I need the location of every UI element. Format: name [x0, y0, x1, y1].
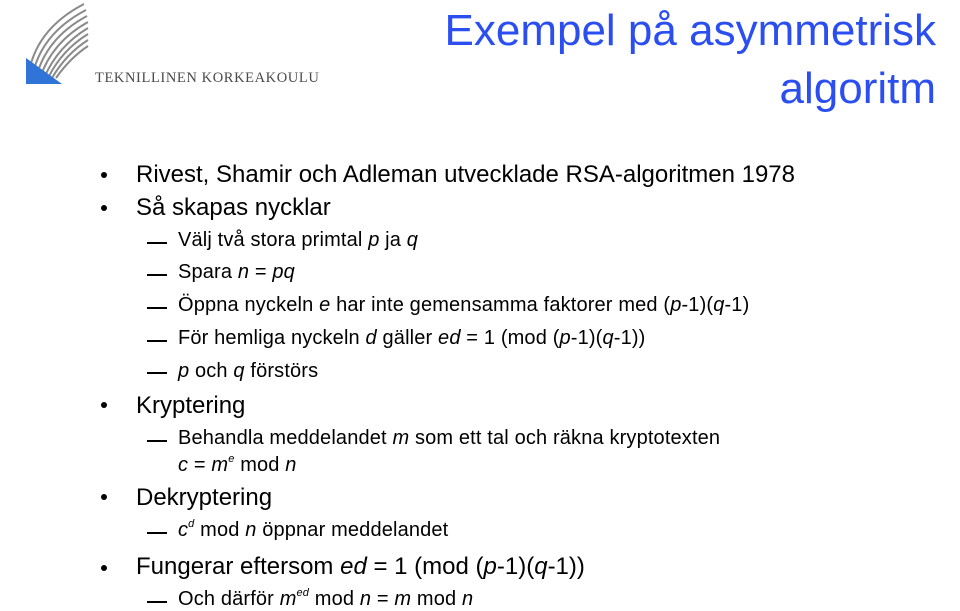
sub-item: $c^d$ mod n öppnar meddelandet	[178, 518, 449, 541]
sub-item: Och därför $m^{ed}$ mod n = m mod n	[178, 587, 474, 610]
dash-icon	[147, 440, 167, 442]
university-logo	[22, 0, 320, 95]
bullet-dot-icon	[101, 565, 107, 571]
bullet-item: Dekryptering	[136, 484, 273, 511]
title-line-2: algoritm	[779, 64, 936, 113]
dash-icon	[147, 340, 167, 342]
dash-icon	[147, 372, 167, 374]
slide-title	[376, 2, 936, 118]
sub-item: För hemliga nyckeln d gäller ed = 1 (mod (p-1)(q-1))	[178, 327, 646, 349]
bullet-dot-icon	[101, 172, 107, 178]
university-logo-icon	[22, 0, 92, 90]
bullet-item: Så skapas nycklar	[136, 194, 331, 221]
bullet-dot-icon	[101, 402, 107, 408]
sub-item: p och q förstörs	[178, 360, 319, 382]
dash-icon	[147, 601, 167, 603]
bullet-item: Fungerar eftersom ed = 1 (mod (p-1)(q-1))	[136, 553, 585, 580]
dash-icon	[147, 532, 167, 534]
bullet-item: Rivest, Shamir och Adleman utvecklade RSA-algoritmen 1978	[136, 161, 795, 188]
dash-icon	[147, 307, 167, 309]
sub-item: Välj två stora primtal p ja q	[178, 229, 419, 251]
dash-icon	[147, 274, 167, 276]
sub-item: Behandla meddelandet m som ett tal och räkna kryptotexten	[178, 427, 721, 449]
bullet-dot-icon	[101, 205, 107, 211]
sub-item-continuation: $c = m^e$ mod n	[178, 453, 297, 476]
sub-item: Spara n = pq	[178, 261, 295, 283]
title-line-1: Exempel på asymmetrisk	[444, 6, 936, 55]
logo-text: TEKNILLINEN KORKEAKOULU	[95, 70, 320, 86]
bullet-item: Kryptering	[136, 392, 246, 419]
sub-item: Öppna nyckeln e har inte gemensamma faktorer med (p-1)(q-1)	[178, 294, 750, 316]
dash-icon	[147, 242, 167, 244]
bullet-dot-icon	[101, 494, 107, 500]
